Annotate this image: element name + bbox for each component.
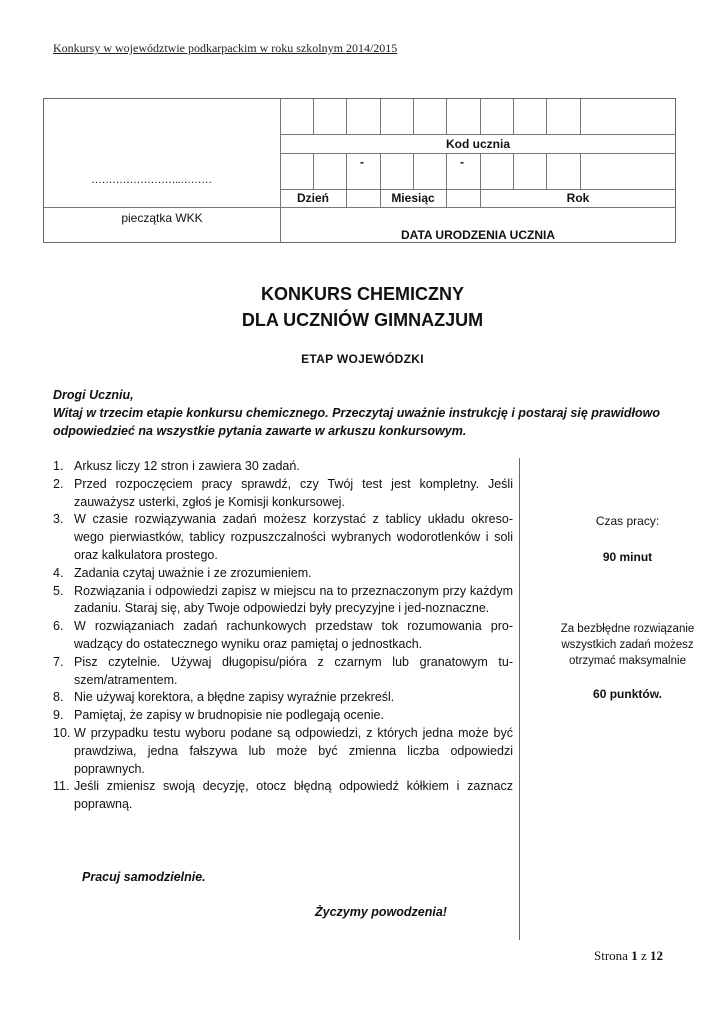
- student-info-table: [43, 98, 676, 243]
- points-description-line: Za bezbłędne rozwiązanie: [560, 623, 695, 635]
- instruction-item: 1. Arkusz liczy 12 stron i zawiera 30 zadań.: [53, 459, 300, 473]
- running-header: Konkursy w województwie podkarpackim w roku szkolnym 2014/2015: [53, 41, 398, 55]
- birth-day-cell[interactable]: [314, 154, 346, 189]
- contest-stage: ETAP WOJEWÓDZKI: [301, 352, 424, 366]
- instruction-item: 2. Przed rozpoczęciem pracy sprawdź, czy Twój test jest kompletny. Jeśli zauważysz usterki, zgłoś je Komisji konkursowej.: [53, 476, 513, 509]
- day-label: Dzień: [296, 191, 329, 205]
- student-code-cell[interactable]: [581, 99, 676, 134]
- instruction-item: 9. Pamiętaj, że zapisy w brudnopisie nie podlegają ocenie.: [53, 708, 384, 723]
- birth-month-cell[interactable]: [414, 154, 446, 189]
- birth-year-cell[interactable]: [547, 154, 580, 189]
- table-divider: [280, 189, 676, 190]
- student-code-cell[interactable]: [281, 99, 313, 134]
- student-code-cell[interactable]: [547, 99, 580, 134]
- points-description-line: wszystkich zadań możesz: [561, 639, 694, 651]
- student-code-label: Kod ucznia: [445, 137, 510, 151]
- student-code-cell[interactable]: [447, 99, 480, 134]
- birth-day-cell[interactable]: [281, 154, 313, 189]
- instructions-list: [53, 458, 513, 814]
- student-code-cell[interactable]: [314, 99, 346, 134]
- birth-year-cell[interactable]: [481, 154, 513, 189]
- instruction-item: 6. W rozwiązaniach zadań rachunkowych przedstaw tok rozumowania pro-wadzący do ostatecznego wyniku oraz pamiętaj o jednostkach.: [53, 619, 513, 651]
- work-alone-note: Pracuj samodzielnie.: [82, 870, 206, 884]
- instruction-item: 11. Jeśli zmienisz swoją decyzję, otocz błędną odpowiedź kółkiem i zaznacz poprawną.: [53, 779, 513, 812]
- date-separator: -: [360, 155, 364, 169]
- birth-year-cell[interactable]: [581, 154, 676, 189]
- instruction-item: 5. Rozwiązania i odpowiedzi zapisz w miejscu na to przeznaczonym przy każdym zadaniu. Staraj się, aby Twoje odpowiedzi były precyzyjne i jed-noznaczne.: [53, 583, 513, 616]
- time-label: Czas pracy:: [595, 514, 660, 528]
- student-code-cell[interactable]: [514, 99, 546, 134]
- date-separator: -: [460, 155, 464, 169]
- instruction-item: 10. W przypadku testu wyboru podane są odpowiedzi, z których jedna może być prawdziwa, jedna fałszywa lub może być zmienna liczba odpowiedzi poprawnych.: [53, 725, 513, 776]
- birthdate-caption: DATA URODZENIA UCZNIA: [401, 228, 555, 242]
- stamp-label: pieczątka WKK: [121, 211, 203, 225]
- signature-line: ……………………..………: [91, 174, 212, 186]
- column-divider: [519, 458, 520, 940]
- greeting: Drogi Uczniu,: [53, 388, 134, 402]
- contest-subtitle: DLA UCZNIÓW GIMNAZJUM: [241, 310, 484, 330]
- birth-month-cell[interactable]: [381, 154, 413, 189]
- month-label: Miesiąc: [391, 191, 435, 205]
- instruction-item: 4. Zadania czytaj uważnie i ze zrozumieniem.: [53, 565, 312, 580]
- table-divider: [280, 134, 676, 135]
- table-divider: [44, 207, 676, 208]
- student-code-cell[interactable]: [347, 99, 380, 134]
- student-code-cell[interactable]: [381, 99, 413, 134]
- page-number: Strona 1 z 12: [594, 948, 663, 963]
- birth-year-cell[interactable]: [514, 154, 546, 189]
- points-description-line: otrzymać maksymalnie: [569, 655, 686, 667]
- instruction-item: 7. Pisz czytelnie. Używaj długopisu/pióra z czarnym lub granatowym tu-szem/atramentem.: [53, 654, 513, 687]
- instruction-item: 8. Nie używaj korektora, a błędne zapisy wyraźnie przekreśl.: [53, 690, 395, 705]
- instruction-item: 3. W czasie rozwiązywania zadań możesz korzystać z tablicy układu okreso-wego pierwiastków, tablicy rozpuszczalności wybranych wodorotlenków i soli oraz kalkulatora prostego.: [53, 512, 513, 562]
- contest-title: KONKURS CHEMICZNY: [260, 284, 464, 304]
- time-value: 90 minut: [602, 550, 653, 564]
- student-code-cell[interactable]: [481, 99, 513, 134]
- intro-text: Witaj w trzecim etapie konkursu chemicznego. Przeczytaj uważnie instrukcję i postaraj się prawidłowo odpowiedzieć na wszystkie pytania zawarte w arkuszu konkursowym.: [53, 406, 661, 438]
- year-label: Rok: [566, 191, 590, 205]
- student-code-cell[interactable]: [414, 99, 446, 134]
- points-value: 60 punktów.: [593, 687, 662, 701]
- good-luck-note: Życzymy powodzenia!: [315, 905, 447, 919]
